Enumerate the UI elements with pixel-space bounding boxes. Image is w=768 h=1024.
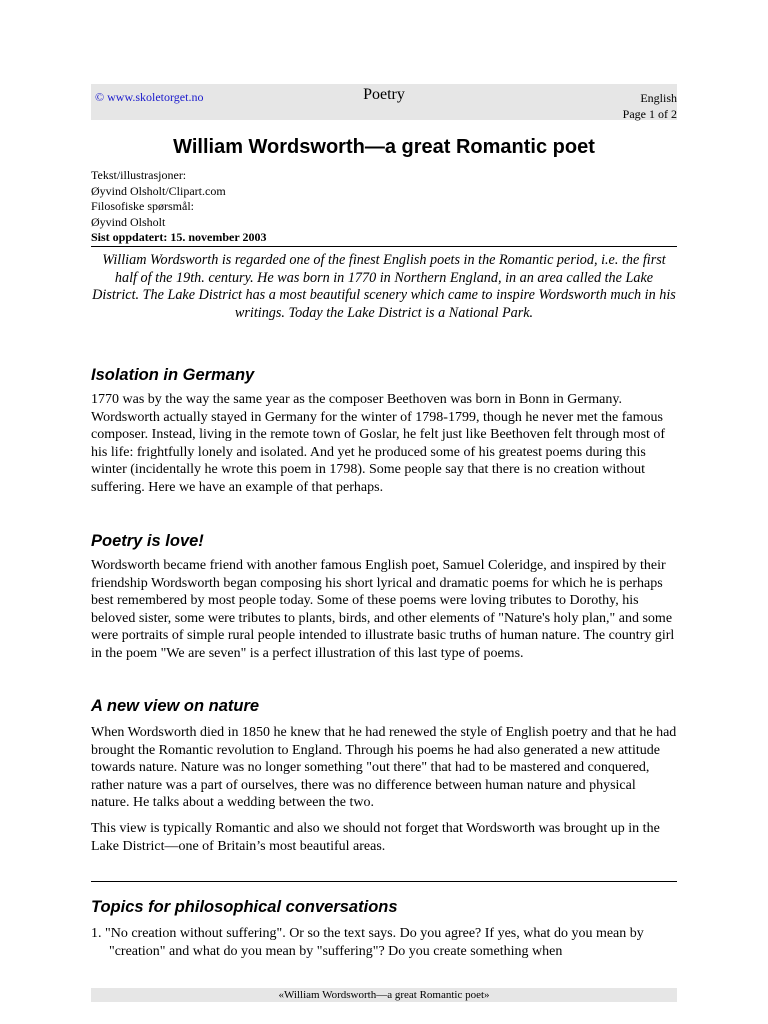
header-page-info (623, 90, 677, 122)
section-paragraph-isolation: 1770 was by the way the same year as the composer Beethoven was born in Bonn in Germany. Wordsworth actually stayed in Germany for the winter of 1798-1799, though he never met the famous composer. Instead, living in the remote town of Goslar, he felt just like Beethoven felt through most of his life: frightfully lonely and isolated. And yet he produced some of his greatest poems during this winter (incidentally he wrote this poem in 1798). Some people say that there is no creation without suffering. Here we have an example of that perhaps. (91, 392, 666, 495)
header-page-number: Page 1 of 2 (622, 107, 677, 121)
divider-top (91, 246, 677, 247)
section-heading-isolation: Isolation in Germany (91, 366, 255, 384)
credits-text-label: Tekst/illustrasjoner: (91, 168, 187, 182)
section-heading-poetry-love: Poetry is love! (91, 532, 204, 550)
credits-questions-author: Øyvind Olsholt (91, 214, 166, 229)
page-header (91, 84, 677, 120)
section-heading-nature: A new view on nature (91, 697, 260, 715)
intro-paragraph: William Wordsworth is regarded one of the finest English poets in the Romantic period, i.e. the first half of the 19th. century. He was born in 1770 in Northern England, in an area called the Lake District. The Lake District has a most beautiful scenery which came to inspire Wordsworth much in his writings. Today the Lake District is a National Park. (92, 252, 676, 322)
credits-text-author: Øyvind Olsholt/Clipart.com (91, 183, 226, 198)
section-paragraph-poetry-love: Wordsworth became friend with another famous English poet, Samuel Coleridge, and inspired by their friendship Wordsworth began composing his short lyrical and dramatic poems for which he is perhaps best remembered by most people today. Some of these poems were loving tributes to Dorothy, his beloved sister, some were tributes to plants, birds, and other elements of "Nature's holy plan," and some were portraits of simple rural people intended to illustrate basic truths of human nature. The country girl in the poem "We are seven" is a perfect illustration of this last type of poems. (91, 558, 675, 661)
credits-questions-label: Filosofiske spørsmål: (91, 199, 195, 213)
topic-item: 1. "No creation without suffering". Or so the text says. Do you agree? If yes, what do you mean by "creation" and what do you mean by "suffering"? Do you create something when (91, 926, 644, 959)
last-updated: Sist oppdatert: 15. november 2003 (91, 230, 267, 244)
document-title: William Wordsworth—a great Romantic poet (173, 136, 595, 158)
page-footer: «William Wordsworth—a great Romantic poet» (91, 988, 677, 1002)
topics-heading: Topics for philosophical conversations (91, 898, 398, 916)
divider-bottom (91, 881, 677, 882)
header-section-title: Poetry (363, 86, 405, 103)
credits-block (91, 168, 266, 246)
section-paragraph-nature-2: This view is typically Romantic and also we should not forget that Wordsworth was brought up in the Lake District—one of Britain’s most beautiful areas. (91, 821, 660, 854)
site-link[interactable]: © www.skoletorget.no (95, 90, 204, 104)
header-subject: English (640, 91, 677, 105)
topics-list (91, 925, 677, 960)
section-paragraph-nature-1: When Wordsworth died in 1850 he knew that he had renewed the style of English poetry and that he had brought the Romantic revolution to England. Through his poems he had also generated a new attitude towards nature. Nature was no longer something "out there" that had to be mastered and conquered, rather nature was a part of ourselves, there was no difference between human nature and physical nature. He talks about a wedding between the two. (91, 725, 677, 810)
